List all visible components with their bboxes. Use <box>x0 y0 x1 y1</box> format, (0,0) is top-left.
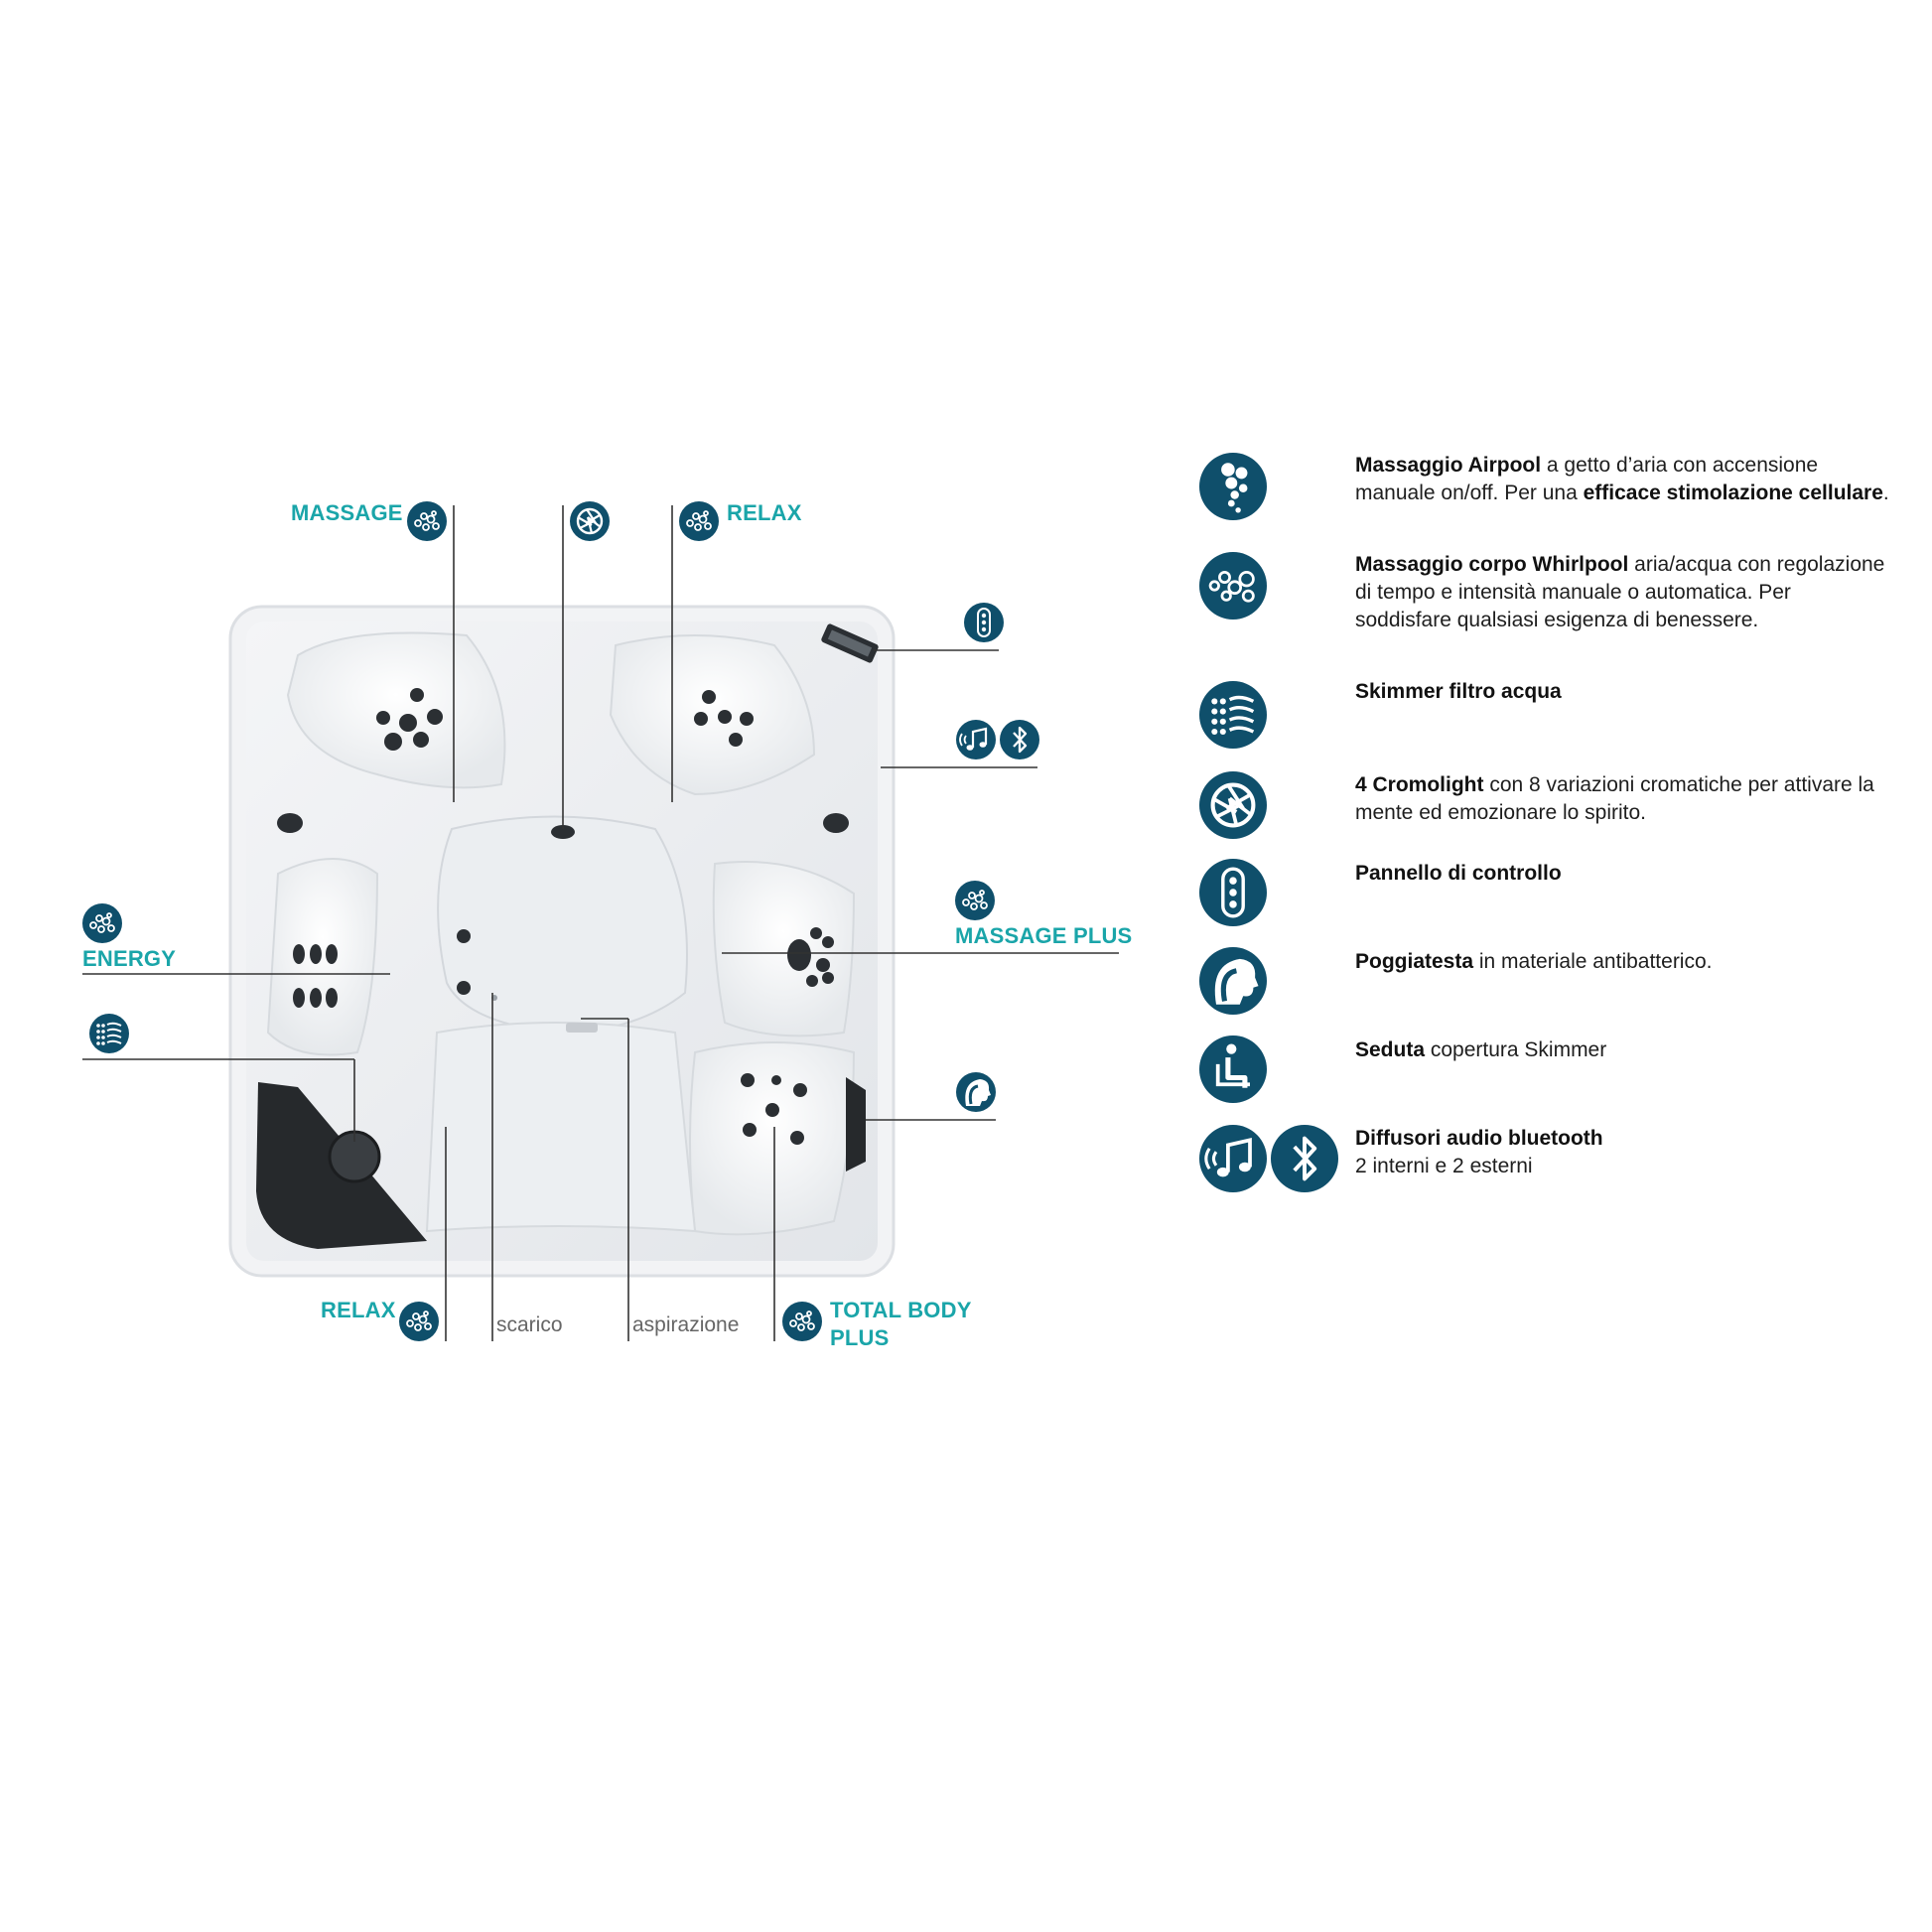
legend-headrest-title: Poggiatesta <box>1355 950 1474 973</box>
legend-item-headrest <box>1355 948 1891 976</box>
legend-cromolight-desc: con 8 variazioni cromatiche per attivare la mente ed emozionare lo spirito. <box>1355 773 1874 824</box>
legend-item-whirlpool <box>1355 551 1891 634</box>
legend-seat-icon <box>1199 1035 1267 1103</box>
legend-item-bluetooth <box>1355 1125 1891 1180</box>
legend-bluetooth-desc: 2 interni e 2 esterni <box>1355 1155 1533 1177</box>
legend-bluetooth-icon <box>1271 1125 1338 1192</box>
label-total-body-plus: PLUS <box>830 1325 890 1350</box>
control-panel-icon <box>964 603 1004 642</box>
legend-seat-desc: copertura Skimmer <box>1425 1038 1607 1061</box>
label-aspirazione: aspirazione <box>632 1313 740 1336</box>
legend-control-panel-title: Pannello di controllo <box>1355 862 1562 885</box>
legend-airpool-end: . <box>1882 482 1889 504</box>
legend-item-control-panel <box>1355 860 1891 888</box>
skimmer-filter-icon <box>89 1014 129 1053</box>
legend-item-airpool <box>1355 452 1891 507</box>
label-relax-top: RELAX <box>727 500 802 525</box>
speaker-music-icon <box>956 720 996 759</box>
label-total-body: TOTAL BODY <box>830 1298 972 1322</box>
relax-jets-icon <box>679 501 719 541</box>
relax-bottom-jets-icon <box>399 1302 439 1341</box>
headrest-icon <box>956 1072 996 1112</box>
legend-bluetooth-title: Diffusori audio bluetooth <box>1355 1127 1603 1150</box>
legend-whirlpool-icon <box>1199 552 1267 620</box>
legend-cromolight-title: 4 Cromolight <box>1355 773 1484 796</box>
legend-whirlpool-desc: aria/acqua con regolazione di tempo e intensità manuale o automatica. Per soddisfare qualsiasi esigenza di benessere. <box>1355 553 1885 631</box>
legend-headrest-desc: in materiale antibatterico. <box>1473 950 1713 973</box>
legend-headrest-icon <box>1199 947 1267 1015</box>
total-body-jets-icon <box>782 1302 822 1341</box>
label-energy: ENERGY <box>82 946 177 971</box>
legend-item-seat <box>1355 1036 1891 1064</box>
legend-music-icon <box>1199 1125 1267 1192</box>
legend-skimmer-title: Skimmer filtro acqua <box>1355 680 1562 703</box>
legend-control-panel-icon <box>1199 859 1267 926</box>
spa-tub-illustration <box>230 607 894 1276</box>
legend-seat-title: Seduta <box>1355 1038 1426 1061</box>
legend-airpool-title: Massaggio Airpool <box>1355 454 1542 477</box>
energy-jets-icon <box>82 903 122 943</box>
label-scarico: scarico <box>496 1313 563 1336</box>
legend-whirlpool-title: Massaggio corpo Whirlpool <box>1355 553 1629 576</box>
label-massage-plus: MASSAGE PLUS <box>955 923 1133 948</box>
legend-skimmer-icon <box>1199 681 1267 749</box>
cromolight-icon <box>570 501 610 541</box>
bluetooth-icon <box>1000 720 1039 759</box>
legend-cromolight-icon <box>1199 771 1267 839</box>
massage-plus-jets-icon <box>955 881 995 920</box>
legend-item-skimmer <box>1355 678 1891 706</box>
legend-item-cromolight <box>1355 771 1891 827</box>
legend-airpool-emphasis: efficace stimolazione cellulare <box>1583 482 1883 504</box>
legend-airpool-desc: a getto d’aria con accensione manuale on/off. Per una <box>1355 454 1819 504</box>
massage-jets-icon <box>407 501 447 541</box>
label-relax-bottom: RELAX <box>321 1298 396 1322</box>
legend-airpool-icon <box>1199 453 1267 520</box>
label-massage: MASSAGE <box>291 500 403 525</box>
